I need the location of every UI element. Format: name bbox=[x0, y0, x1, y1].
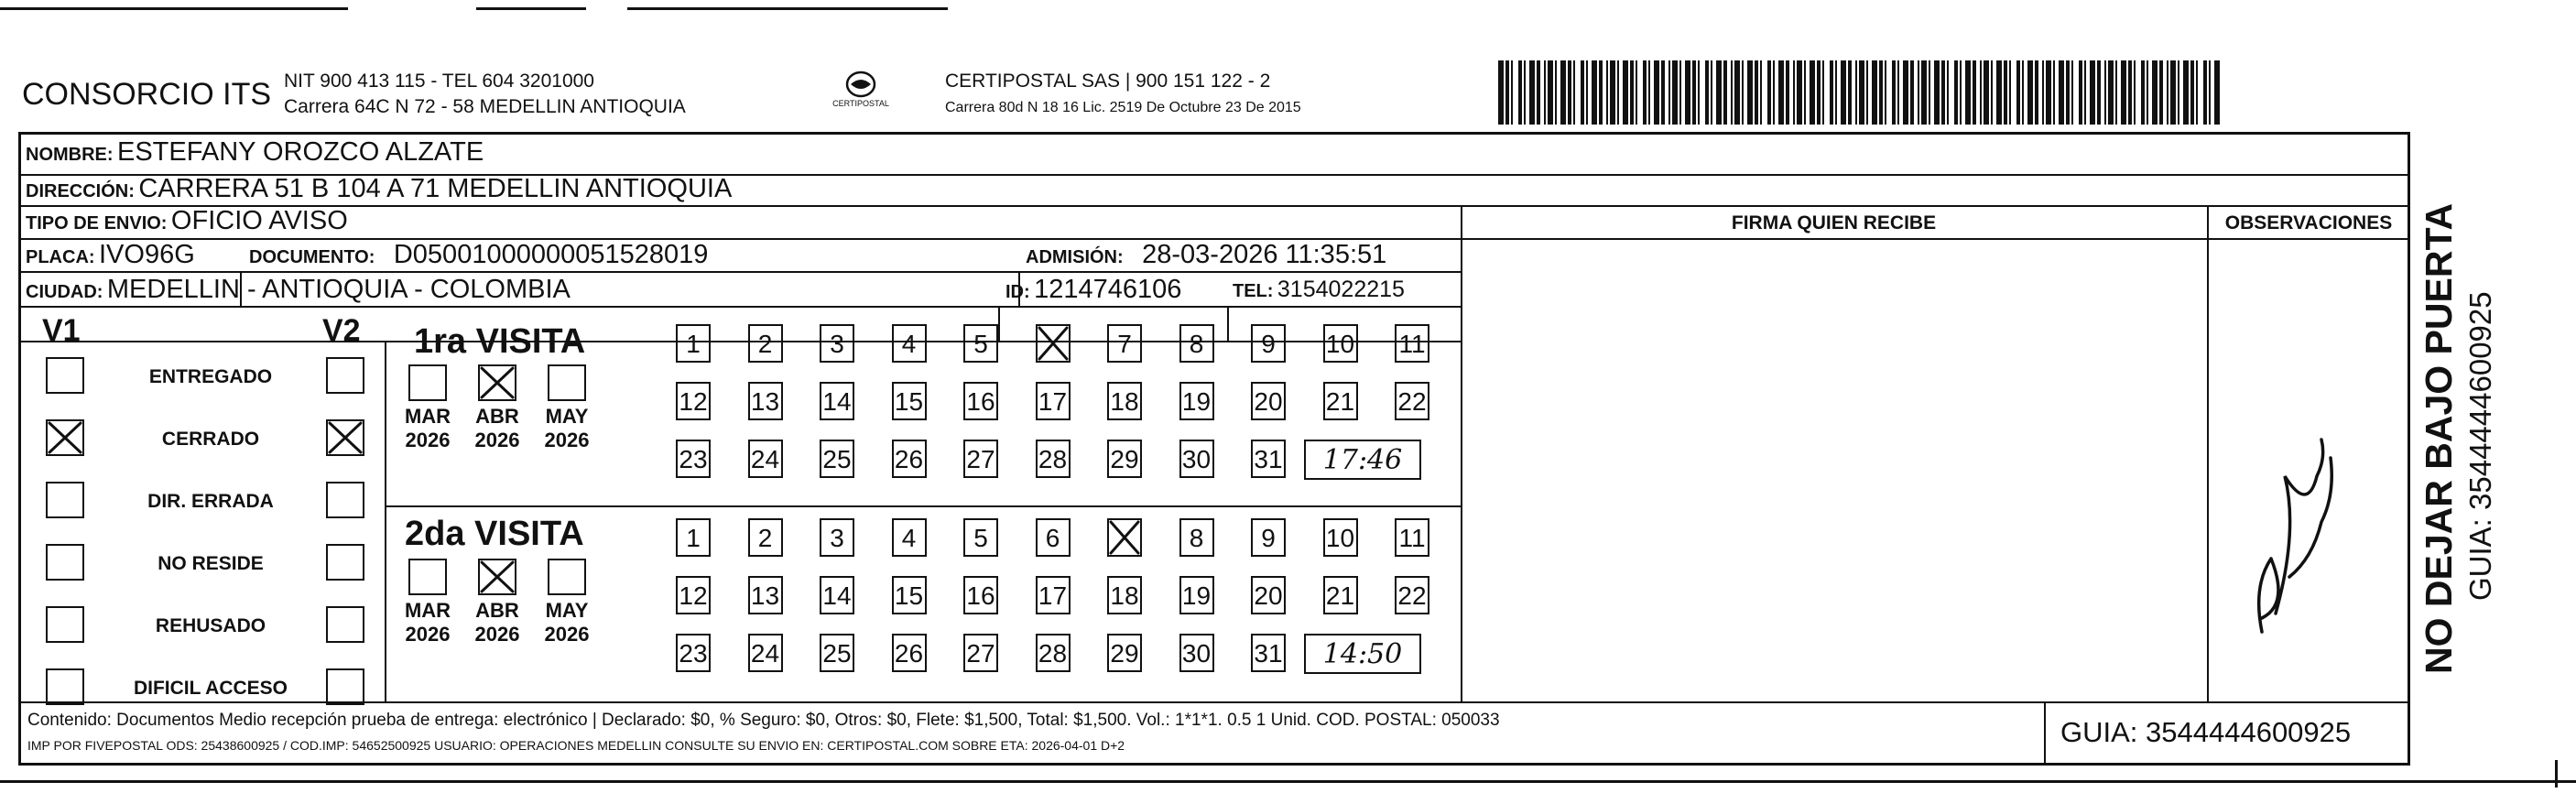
id-field bbox=[1005, 275, 1181, 305]
logo-text: CERTIPOSTAL bbox=[832, 99, 889, 108]
divider bbox=[385, 341, 386, 701]
operator-address: Carrera 80d N 18 16 Lic. 2519 De Octubre 23 De 2015 bbox=[945, 100, 1301, 115]
visit1-title: 1ra VISITA bbox=[414, 322, 586, 361]
day-box[interactable]: 14 bbox=[820, 576, 854, 614]
month-label bbox=[400, 599, 455, 646]
month-label bbox=[400, 405, 455, 452]
documento-field bbox=[249, 240, 708, 270]
divider bbox=[998, 306, 1000, 341]
documento-value: D05001000000051528019 bbox=[393, 240, 709, 269]
divider bbox=[18, 205, 2410, 207]
day-box[interactable]: 21 bbox=[1323, 382, 1358, 420]
firma-header: FIRMA QUIEN RECIBE bbox=[1731, 212, 1937, 234]
day-box[interactable]: 31 bbox=[1251, 440, 1286, 478]
day-box[interactable]: 7 bbox=[1107, 324, 1142, 363]
day-box[interactable] bbox=[1107, 518, 1142, 557]
ciudad-value: MEDELLIN - ANTIOQUIA - COLOMBIA bbox=[106, 275, 571, 304]
scan-line bbox=[476, 7, 586, 10]
divider bbox=[2044, 701, 2046, 766]
certipostal-logo bbox=[829, 68, 893, 114]
observaciones-header: OBSERVACIONES bbox=[2224, 212, 2393, 234]
v2-checkbox[interactable] bbox=[326, 482, 364, 518]
footer-guia: GUIA: 3544444600925 bbox=[2060, 716, 2352, 748]
day-box[interactable]: 1 bbox=[676, 518, 711, 557]
day-box[interactable]: 4 bbox=[892, 518, 927, 557]
day-box[interactable]: 21 bbox=[1323, 576, 1358, 614]
ciudad-field bbox=[26, 275, 571, 305]
nombre-label: NOMBRE: bbox=[26, 145, 114, 165]
day-box[interactable]: 13 bbox=[748, 576, 783, 614]
v1-checkbox[interactable] bbox=[46, 544, 84, 581]
month-checkbox[interactable] bbox=[478, 559, 516, 595]
day-box[interactable]: 27 bbox=[963, 634, 998, 672]
status-label: DIFICIL ACCESO bbox=[133, 678, 288, 699]
v2-checkbox[interactable] bbox=[326, 606, 364, 643]
day-box[interactable]: 20 bbox=[1251, 576, 1286, 614]
day-box[interactable]: 24 bbox=[748, 440, 783, 478]
day-box[interactable]: 24 bbox=[748, 634, 783, 672]
day-box[interactable]: 11 bbox=[1395, 518, 1429, 557]
v1-label: V1 bbox=[42, 313, 81, 348]
visit2-title: 2da VISITA bbox=[405, 515, 584, 553]
v2-label: V2 bbox=[322, 313, 361, 348]
divider bbox=[18, 306, 1461, 308]
tel-field bbox=[1233, 277, 1405, 303]
month-year: 2026 bbox=[405, 429, 451, 451]
v2-checkbox[interactable] bbox=[326, 419, 364, 456]
nombre-field bbox=[26, 137, 484, 168]
visit-time: 14:50 bbox=[1304, 634, 1421, 674]
day-box[interactable]: 12 bbox=[676, 382, 711, 420]
day-box[interactable]: 17 bbox=[1036, 576, 1071, 614]
month-year: 2026 bbox=[474, 429, 520, 451]
day-box[interactable]: 2 bbox=[748, 518, 783, 557]
side-guia: GUIA: 3544444600925 bbox=[2463, 291, 2497, 601]
id-label: ID: bbox=[1005, 282, 1030, 302]
day-box[interactable]: 11 bbox=[1395, 324, 1429, 363]
day-box[interactable]: 30 bbox=[1179, 634, 1214, 672]
day-box[interactable]: 19 bbox=[1179, 576, 1214, 614]
direccion-value: CARRERA 51 B 104 A 71 MEDELLIN ANTIOQUIA bbox=[138, 174, 733, 203]
month-name: MAR bbox=[404, 405, 451, 428]
day-box[interactable]: 3 bbox=[820, 324, 854, 363]
v2-checkbox[interactable] bbox=[326, 668, 364, 705]
day-box[interactable]: 16 bbox=[963, 382, 998, 420]
side-warning: NO DEJAR BAJO PUERTA bbox=[2418, 202, 2460, 674]
divider bbox=[385, 505, 1461, 507]
day-box[interactable]: 14 bbox=[820, 382, 854, 420]
day-box[interactable]: 15 bbox=[892, 576, 927, 614]
v1-checkbox[interactable] bbox=[46, 668, 84, 705]
divider bbox=[1227, 306, 1229, 341]
scan-line bbox=[0, 7, 348, 10]
day-box[interactable]: 31 bbox=[1251, 634, 1286, 672]
scan-line bbox=[627, 7, 948, 10]
company-nit: NIT 900 413 115 - TEL 604 3201000 bbox=[284, 71, 594, 92]
admision-field bbox=[1026, 240, 1386, 270]
company-address: Carrera 64C N 72 - 58 MEDELLIN ANTIOQUIA bbox=[284, 96, 686, 117]
month-year: 2026 bbox=[544, 429, 590, 451]
day-box[interactable]: 18 bbox=[1107, 382, 1142, 420]
v1-checkbox[interactable] bbox=[46, 606, 84, 643]
v1-checkbox[interactable] bbox=[46, 482, 84, 518]
day-box[interactable]: 5 bbox=[963, 518, 998, 557]
month-year: 2026 bbox=[474, 623, 520, 646]
tipo-envio-label: TIPO DE ENVIO: bbox=[26, 213, 168, 234]
day-box[interactable]: 3 bbox=[820, 518, 854, 557]
admision-label: ADMISIÓN: bbox=[1026, 247, 1124, 267]
documento-label: DOCUMENTO: bbox=[249, 247, 375, 267]
day-box[interactable]: 10 bbox=[1323, 518, 1358, 557]
placa-field bbox=[26, 240, 195, 270]
month-checkbox[interactable] bbox=[548, 364, 586, 401]
placa-value: IVO96G bbox=[99, 240, 195, 269]
month-name: ABR bbox=[475, 599, 519, 622]
month-label bbox=[470, 599, 525, 646]
day-box[interactable]: 29 bbox=[1107, 440, 1142, 478]
tipo-envio-value: OFICIO AVISO bbox=[170, 206, 348, 235]
v1-checkbox[interactable] bbox=[46, 419, 84, 456]
company-name: CONSORCIO ITS bbox=[22, 77, 272, 112]
status-label: REHUSADO bbox=[155, 615, 266, 636]
month-label bbox=[470, 405, 525, 452]
day-box[interactable]: 23 bbox=[676, 440, 711, 478]
day-box[interactable]: 27 bbox=[963, 440, 998, 478]
status-label: CERRADO bbox=[161, 429, 260, 450]
day-box[interactable]: 9 bbox=[1251, 518, 1286, 557]
visit-time: 17:46 bbox=[1304, 440, 1421, 480]
status-label: NO RESIDE bbox=[158, 553, 264, 574]
v2-checkbox[interactable] bbox=[326, 544, 364, 581]
tel-value: 3154022215 bbox=[1277, 277, 1405, 302]
ciudad-label: CIUDAD: bbox=[26, 282, 103, 302]
day-box[interactable]: 8 bbox=[1179, 324, 1214, 363]
month-label bbox=[539, 599, 594, 646]
day-box[interactable]: 6 bbox=[1036, 518, 1071, 557]
month-name: MAY bbox=[545, 599, 589, 622]
day-box[interactable]: 29 bbox=[1107, 634, 1142, 672]
day-box[interactable]: 22 bbox=[1395, 576, 1429, 614]
placa-label: PLACA: bbox=[26, 247, 95, 267]
day-box[interactable]: 9 bbox=[1251, 324, 1286, 363]
day-box[interactable]: 30 bbox=[1179, 440, 1214, 478]
footer-imp: IMP POR FIVEPOSTAL ODS: 25438600925 / COD.IMP: 54652500925 USUARIO: OPERACIONES MEDELLIN CONSULTE SU ENVIO EN: CERTIPOSTAL.COM SOBRE ETA: 2026-04-01 D+2 bbox=[27, 738, 1125, 753]
day-box[interactable]: 22 bbox=[1395, 382, 1429, 420]
tel-label: TEL: bbox=[1233, 281, 1274, 301]
day-box[interactable]: 10 bbox=[1323, 324, 1358, 363]
month-year: 2026 bbox=[544, 623, 590, 646]
day-box[interactable]: 16 bbox=[963, 576, 998, 614]
divider bbox=[2207, 205, 2209, 701]
day-box[interactable]: 18 bbox=[1107, 576, 1142, 614]
divider bbox=[18, 271, 1461, 273]
month-checkbox[interactable] bbox=[408, 364, 447, 401]
divider bbox=[18, 341, 1461, 342]
day-box[interactable]: 28 bbox=[1036, 634, 1071, 672]
scan-line bbox=[0, 780, 2576, 783]
v2-checkbox[interactable] bbox=[326, 357, 364, 394]
day-box[interactable]: 4 bbox=[892, 324, 927, 363]
divider bbox=[18, 701, 2410, 703]
direccion-label: DIRECCIÓN: bbox=[26, 181, 135, 201]
recipient-signature bbox=[2234, 421, 2363, 641]
day-box[interactable]: 15 bbox=[892, 382, 927, 420]
id-value: 1214746106 bbox=[1034, 275, 1182, 304]
status-label: DIR. ERRADA bbox=[147, 491, 274, 512]
day-box[interactable]: 13 bbox=[748, 382, 783, 420]
month-checkbox[interactable] bbox=[478, 364, 516, 401]
direccion-field bbox=[26, 174, 732, 204]
month-checkbox[interactable] bbox=[548, 559, 586, 595]
month-checkbox[interactable] bbox=[408, 559, 447, 595]
month-label bbox=[539, 405, 594, 452]
nombre-value: ESTEFANY OROZCO ALZATE bbox=[117, 137, 484, 167]
day-box[interactable]: 8 bbox=[1179, 518, 1214, 557]
admision-value: 28-03-2026 11:35:51 bbox=[1142, 240, 1387, 269]
month-year: 2026 bbox=[405, 623, 451, 646]
footer-contents: Contenido: Documentos Medio recepción prueba de entrega: electrónico | Declarado: $0, % Seguro: $0, Otros: $0, Flete: $1,500, Total: $1,500. Vol.: 1*1*1. 0.5 1 Unid. COD. POSTAL: 050033 bbox=[27, 711, 1500, 730]
month-name: MAY bbox=[545, 405, 589, 428]
day-box[interactable]: 2 bbox=[748, 324, 783, 363]
month-name: ABR bbox=[475, 405, 519, 428]
scan-line bbox=[2555, 760, 2558, 788]
month-name: MAR bbox=[404, 599, 451, 622]
divider bbox=[1461, 205, 1462, 701]
day-box[interactable] bbox=[1036, 324, 1071, 363]
day-box[interactable]: 25 bbox=[820, 440, 854, 478]
day-box[interactable]: 17 bbox=[1036, 382, 1071, 420]
day-box[interactable]: 25 bbox=[820, 634, 854, 672]
barcode bbox=[1498, 60, 2227, 125]
day-box[interactable]: 26 bbox=[892, 634, 927, 672]
day-box[interactable]: 23 bbox=[676, 634, 711, 672]
day-box[interactable]: 1 bbox=[676, 324, 711, 363]
tipo-envio-field bbox=[26, 206, 348, 236]
operator-name: CERTIPOSTAL SAS | 900 151 122 - 2 bbox=[945, 71, 1271, 92]
day-box[interactable]: 5 bbox=[963, 324, 998, 363]
day-box[interactable]: 12 bbox=[676, 576, 711, 614]
status-label: ENTREGADO bbox=[148, 366, 273, 387]
day-box[interactable]: 28 bbox=[1036, 440, 1071, 478]
v1-checkbox[interactable] bbox=[46, 357, 84, 394]
day-box[interactable]: 20 bbox=[1251, 382, 1286, 420]
day-box[interactable]: 19 bbox=[1179, 382, 1214, 420]
day-box[interactable]: 26 bbox=[892, 440, 927, 478]
